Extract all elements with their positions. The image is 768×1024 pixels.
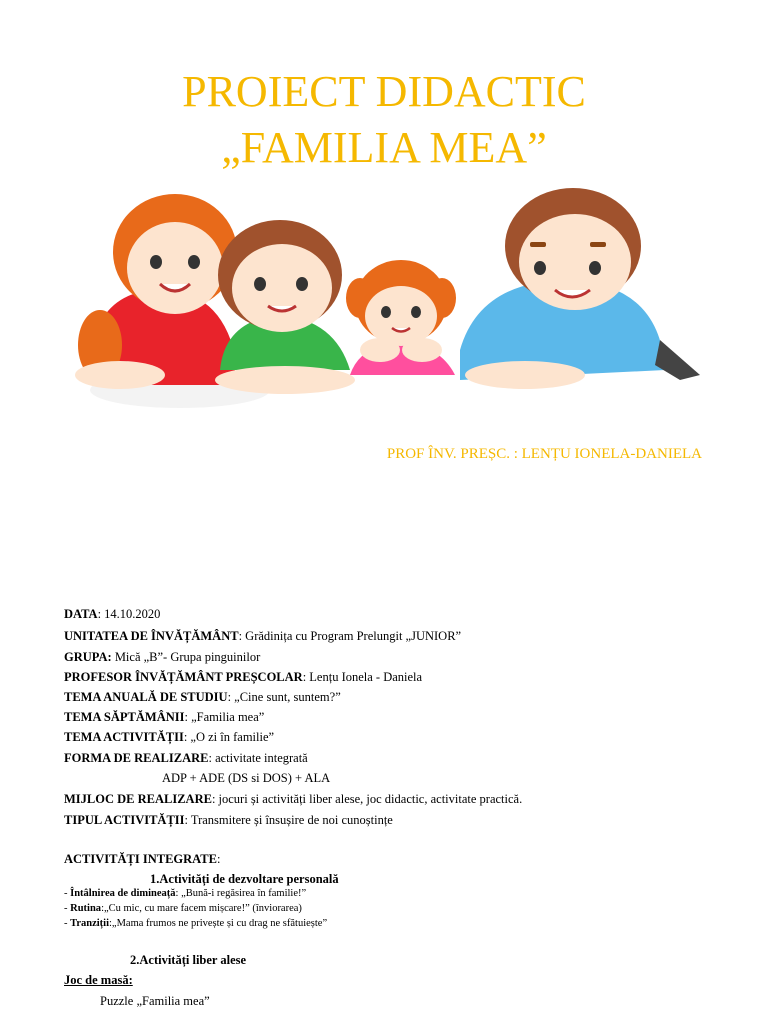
info-forma-detail: ADP + ADE (DS si DOS) + ALA (162, 771, 331, 785)
item-intalnirea: - Întâlnirea de dimineață: „Bună-i regăsirea în familie!” (64, 888, 307, 899)
girl-figure (346, 260, 456, 375)
page-title-line2: „FAMILIA MEA” (221, 123, 547, 172)
activitati-heading: ACTIVITĂȚI INTEGRATE: (64, 852, 221, 866)
info-forma: FORMA DE REALIZARE: activitate integrată (64, 751, 308, 765)
section-liber-alese: 2.Activități liber alese (130, 953, 247, 967)
joc-de-masa-label: Joc de masă: (64, 973, 133, 987)
teacher-name: PROF ÎNV. PREȘC. : LENȚU IONELA-DANIELA (386, 446, 702, 462)
info-tema-saptamanii: TEMA SĂPTĂMÂNII: „Familia mea” (64, 710, 265, 724)
info-tema-anuala: TEMA ANUALĂ DE STUDIU: „Cine sunt, suntem?” (64, 690, 341, 704)
info-mijloc: MIJLOC DE REALIZARE: jocuri și activități liber alese, joc didactic, activitate practică. (64, 792, 523, 806)
info-tipul: TIPUL ACTIVITĂȚII: Transmitere și însușire de noi cunoștințe (64, 813, 393, 827)
info-profesor: PROFESOR ÎNVĂȚĂMÂNT PREȘCOLAR: Lențu Ionela - Daniela (64, 670, 423, 684)
info-grupa: GRUPA: Mică „B”- Grupa pinguinilor (64, 650, 261, 664)
page-title-line1: PROIECT DIDACTIC (182, 67, 586, 116)
section-dezvoltare-personala: 1.Activități de dezvoltare personală (150, 872, 339, 886)
info-data: DATA: 14.10.2020 (64, 607, 161, 621)
info-unitatea: UNITATEA DE ÎNVĂȚĂMÂNT: Grădinița cu Program Prelungit „JUNIOR” (64, 629, 462, 643)
father-figure (460, 188, 700, 389)
boy-figure (215, 220, 355, 394)
info-tema-activitatii: TEMA ACTIVITĂȚII: „O zi în familie” (64, 730, 275, 744)
item-tranzitii: - Tranziții:„Mama frumos ne privește și cu drag ne sfătuiește” (64, 918, 328, 929)
puzzle-item: Puzzle „Familia mea” (100, 994, 210, 1008)
family-illustration-icon (60, 180, 710, 425)
item-rutina: - Rutina:„Cu mic, cu mare facem mișcare!” (înviorarea) (64, 903, 302, 914)
